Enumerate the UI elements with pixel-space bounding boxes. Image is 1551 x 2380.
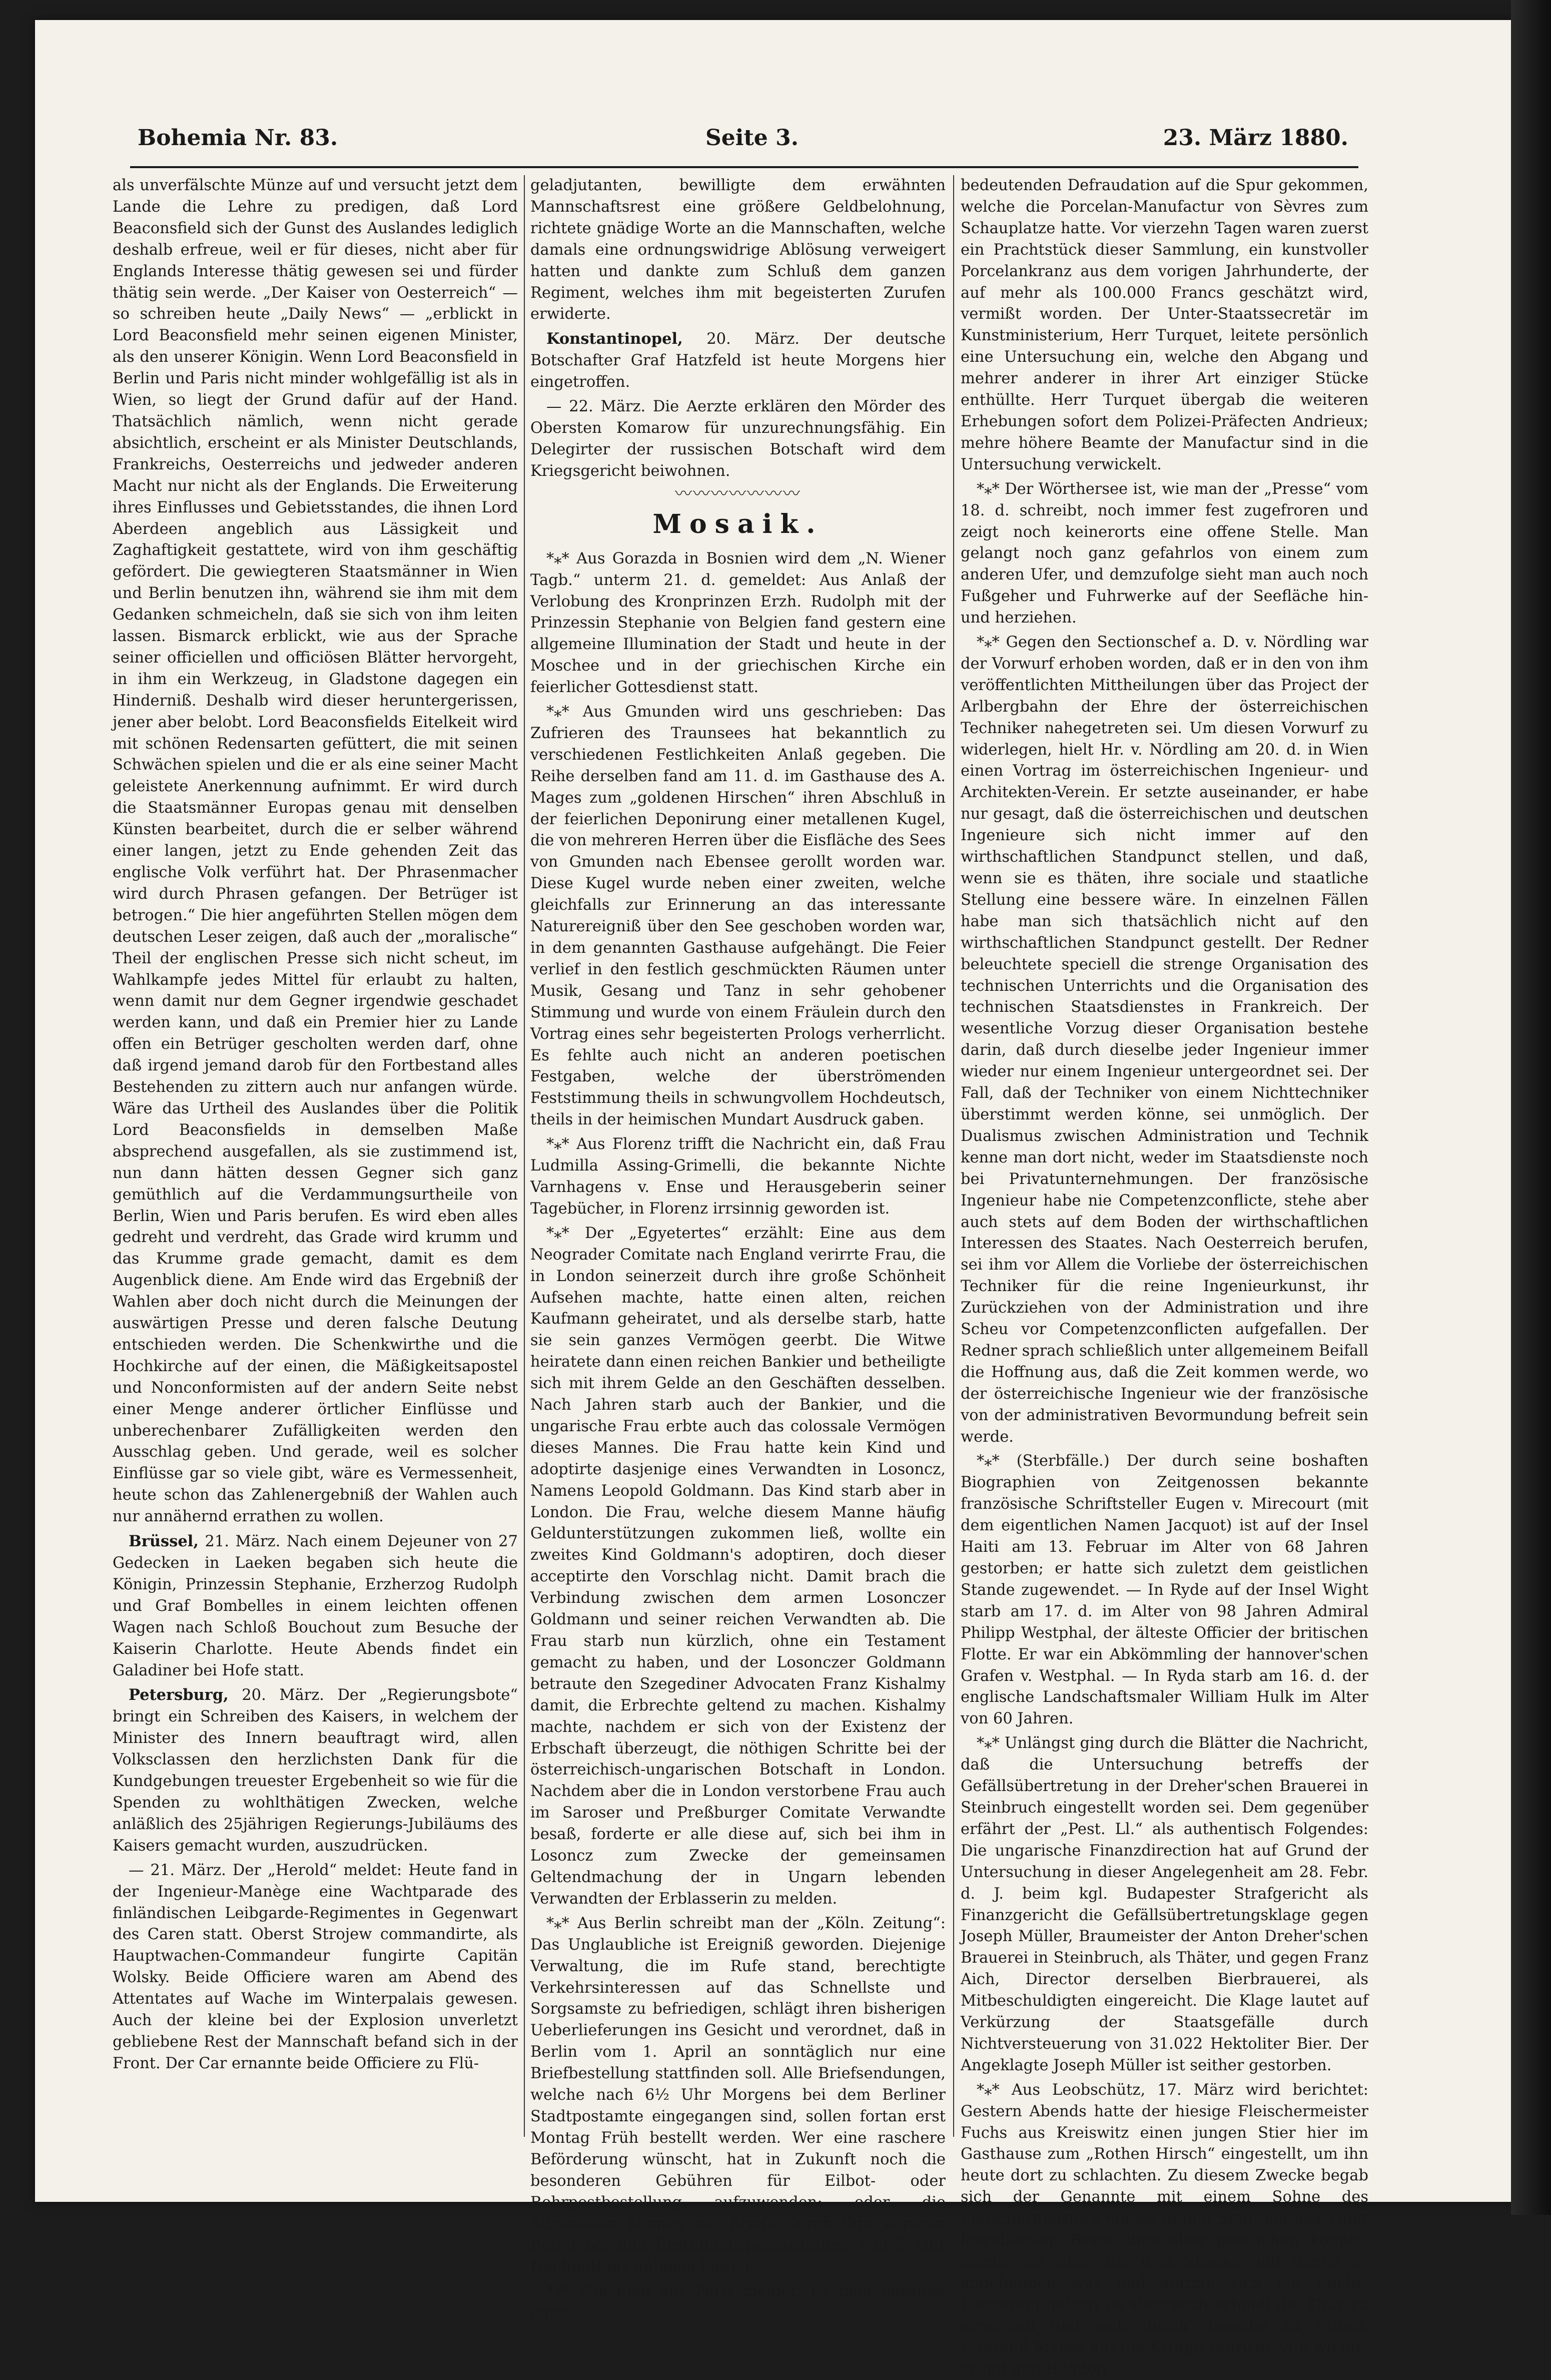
column-3 [961, 175, 1368, 2378]
column-1 [113, 175, 518, 2137]
news-text: 20. März. Der deutsche Botschafter Graf Hatzfeld ist heute Morgens hier eingetroffen. [530, 330, 946, 391]
news-item-petersburg [113, 1684, 518, 1857]
mosaik-item: *⁎* Gegen den Sectionschef a. D. v. Nördling war der Vorwurf erhoben worden, daß er in den von ihm veröffentlichten Mittheilungen über das Project der Arlbergbahn der Ehre der österreichischen Techniker nahegetreten sei. Um diesen Vorwurf zu widerlegen, hielt Hr. v. Nördling am 20. d. in Wien einen Vortrag im österreichischen Ingenieur- und Architekten-Verein. Er setzte auseinander, er habe nur gesagt, daß die österreichischen und deutschen Ingenieure sich nicht immer auf den wirthschaftlichen Standpunct stellen, und daß, wenn sie es thäten, ihre sociale und staatliche Stellung eine bessere wäre. In einzelnen Fällen habe man sich thatsächlich nicht auf den wirthschaftlichen Standpunct gestellt. Der Redner beleuchtete speciell die strenge Organisation des technischen Unterrichts und die Organisation des technischen Staatsdienstes in Frankreich. Der wesentliche Vorzug dieser Organisation bestehe darin, daß durch dieselbe jeder Ingenieur immer wieder nur einem Ingenieur untergeordnet sei. Der Fall, daß der Techniker von einem Nichttechniker überstimmt werden könne, sei unmöglich. Der Dualismus zwischen Administration und Technik kenne man dort nicht, weder im Staatsdienste noch bei Privatunternehmungen. Der französische Ingenieur habe nie Competenzconflicte, stehe aber auch stets auf dem Boden der wirthschaftlichen Interessen des Staates. Nach Oesterreich berufen, sei ihm vor Allem die Vorliebe der österreichischen Techniker für die reine Ingenieurkunst, ihr Zurückziehen von der Administration und ihre Scheu vor Competenzconflicten aufgefallen. Der Redner sprach schließlich unter allgemeinem Beifall die Hoffnung aus, daß die Zeit kommen werde, wo der österreichische Ingenieur wie der französische von der administrativen Bevormundung befreit sein werde. [961, 634, 1368, 1446]
news-text: 21. März. Nach einem Dejeuner von 27 Gedecken in Laeken begaben sich heute die Königin, Prinzessin Stephanie, Erzherzog Rudolph und Graf Bombelles in einem leichten offenen Wagen nach Schloß Bouchout zum Besuche der Kaiserin Charlotte. Heute Abends findet ein Galadiner bei Hofe statt. [113, 1533, 518, 1679]
news-item-bruessel [113, 1531, 518, 1681]
mosaik-item: *⁎* Der Wörthersee ist, wie man der „Presse“ vom 18. d. schreibt, noch immer fest zugefroren und zeigt noch keinerorts eine offene Stelle. Man gelangt noch ganz gefahrlos von einem zum anderen Ufer, und demzufolge sieht man auch noch Fußgeher und Fuhrwerke auf der Seefläche hin- und herziehen. [961, 480, 1368, 627]
mosaik-item: *⁎* Aus Gmunden wird uns geschrieben: Das Zufrieren des Traunsees hat bekanntlich zu verschiedenen Festlichkeiten Anlaß gegeben. Die Reihe derselben fand am 11. d. im Gasthause des A. Mages zum „goldenen Hirschen“ ihren Abschluß in der feierlichen Deponirung einer metallenen Kugel, die von mehreren Herren über die Eisfläche des Sees von Gmunden nach Ebensee gerollt worden war. Diese Kugel wurde neben einer zweiten, welche gleichfalls zur Erinnerung an das interessante Naturereigniß über den See geschoben worden war, in dem genannten Gasthause aufgehängt. Die Feier verlief in den festlich geschmückten Räumen unter Musik, Gesang und Tanz in sehr gehobener Stimmung und wurde von einem Fräulein durch den Vortrag eines sehr begeisterten Prologs verherrlicht. Es fehlte auch nicht an anderen poetischen Festgaben, welche der überströmenden Feststimmung theils in schwungvollem Hochdeutsch, theils in der heimischen Mundart Ausdruck gaben. [530, 703, 946, 1129]
mosaik-item: *⁎* Der „Egyetertes“ erzählt: Eine aus dem Neograder Comitate nach England verirrte Frau, die in London seinerzeit durch ihre große Schönheit Aufsehen machte, hatte einen alten, reichen Kaufmann geheiratet, und als derselbe starb, hatte sie sein ganzes Vermögen geerbt. Die Witwe heiratete dann einen reichen Bankier und betheiligte sich mit ihrem Gelde an den Geschäften desselben. Nach Jahren starb auch der Bankier, und die ungarische Frau erbte auch das colossale Vermögen dieses Mannes. Die Frau hatte kein Kind und adoptirte dasjenige eines Verwandten in Losoncz, Namens Leopold Goldmann. Das Kind starb aber in London. Die Frau, welche diesem Manne häufig Geldunterstützungen zukommen ließ, wollte ein zweites Kind Goldmann's adoptiren, doch dieser acceptirte den Vorschlag nicht. Damit brach die Verbindung zwischen dem armen Losonczer Goldmann und seiner reichen Verwandten ab. Die Frau starb nun kürzlich, ohne ein Testament gemacht zu haben, und der Losonczer Goldmann betraute den Szegediner Advocaten Franz Kishalmy damit, die Erbrechte geltend zu machen. Kishalmy machte, nachdem er sich von der Existenz der Erbschaft überzeugt, die nöthigen Schritte bei der österreichisch-ungarischen Botschaft in London. Nachdem aber die in London verstorbene Frau auch im Saroser und Preßburger Comitate Verwandte besaß, forderte er alle diese auf, sich bei ihm in Losoncz zum Zwecke der gemeinsamen Geltendmachung der in Ungarn lebenden Verwandten der Erblasserin zu melden. [530, 1224, 946, 1908]
mosaik-item: *⁎* Aus Gorazda in Bosnien wird dem „N. Wiener Tagb.“ unterm 21. d. gemeldet: Aus Anlaß der Verlobung des Kronprinzen Erzh. Rudolph mit der Prinzessin Stephanie von Belgien fand gestern eine allgemeine Illumination der Stadt und heute in der Moschee und in der griechischen Kirche ein feierlicher Gottesdienst statt. [530, 549, 946, 697]
mosaik-item-continued: bedeutenden Defraudation auf die Spur gekommen, welche die Porcelan-Manufactur von Sèvres zum Schauplatze hatte. Vor vierzehn Tagen waren zuerst ein Prachtstück dieser Sammlung, ein kunstvoller Porcelankranz aus dem vorigen Jahrhunderte, der auf mehr als 100.000 Francs geschätzt wird, vermißt worden. Der Unter-Staatssecretär im Kunstministerium, Herr Turquet, leitete persönlich eine Untersuchung ein, welche den Abgang und mehrer anderer in ihrer Art einziger Stücke enthüllte. Herr Turquet übergab die weiteren Erhebungen sofort dem Polizei-Präfecten Andrieux; mehre höhere Beamte der Manufactur sind in die Untersuchung verwickelt. [961, 177, 1368, 473]
dateline-place: Petersburg, [129, 1686, 229, 1704]
issue-date: 23. März 1880. [1163, 125, 1348, 151]
page-binding-edge [1511, 0, 1551, 2215]
news-item-petersburg-followup: — 21. März. Der „Herold“ meldet: Heute fand in der Ingenieur-Manège eine Wachtparade des finländischen Leibgarde-Regimentes in Gegenwart des Caren statt. Oberst Strojew commandirte, als Hauptwachen-Commandeur fungirte Capitän Wolsky. Beide Officiere waren am Abend des Attentates auf Wache im Winterpalais gewesen. Auch der kleine bei der Explosion unverletzt gebliebene Rest der Mannschaft befand sich in der Front. Der Car ernannte beide Officiere zu Flü- [113, 1861, 518, 2072]
page-number: Seite 3. [705, 125, 799, 151]
column-divider [953, 175, 954, 2137]
dateline-place: Brüssel, [129, 1532, 199, 1551]
article-text: geladjutanten, bewilligte dem erwähnten Mannschaftsrest eine größere Geldbelohnung, richtete gnädige Worte an die Mannschaften, welche damals eine ordnungswidrige Ablösung verweigert hatten und dankte zum Schluß dem ganzen Regiment, welches ihm mit begeisterten Zurufen erwiderte. [530, 177, 946, 323]
header-rule [130, 166, 1358, 168]
news-item-konstantinopel [530, 328, 946, 393]
article-text: als unverfälschte Münze auf und versucht jetzt dem Lande die Lehre zu predigen, daß Lord Beaconsfield sich der Gunst des Auslandes lediglich deshalb erfreue, weil er für dieses, nicht aber für Englands Interesse thätig gewesen sei und fürder thätig sein werde. „Der Kaiser von Oesterreich“ — so schreiben heute „Daily News“ — „erblickt in Lord Beaconsfield mehr seinen eigenen Minister, als den unserer Königin. Wenn Lord Beaconsfield in Berlin und Paris nicht minder wohlgefällig ist als in Wien, so liegt der Grund dafür auf der Hand. Thatsächlich nämlich, wenn nicht gerade absichtlich, erscheint er als Minister Deutschlands, Frankreichs, Oesterreichs und jedweder anderen Macht nur nicht als der Englands. Die Erweiterung ihres Einflusses und Gebietsstandes, die ihnen Lord Aberdeen angeblich aus Lässigkeit und Zaghaftigkeit gestattete, wird von ihm geschäftig gefördert. Die gewiegteren Staatsmänner in Wien und Berlin benutzen ihn, während sie ihm mit dem Gedanken schmeicheln, daß sie sich von ihm leiten lassen. Bismarck erblickt, wie aus der Sprache seiner officiellen und officiösen Blätter hervorgeht, in ihm ein Werkzeug, in Gladstone dagegen ein Hinderniß. Deshalb wird dieser heruntergerissen, jener aber belobt. Lord Beaconsfields Eitelkeit wird mit schönen Redensarten gefüttert, die mit seinen Schwächen spielen und die er als eine seiner Macht geleistete Anerkennung aufnimmt. Er wird durch die Staatsmänner Europas genau mit denselben Künsten bearbeitet, durch die er selber während einer langen, jetzt zu Ende gehenden Zeit das englische Volk verführt hat. Der Phrasenmacher wird durch Phrasen gefangen. Der Betrüger ist betrogen.“ Die hier angeführten Stellen mögen dem deutschen Leser zeigen, daß auch der „moralische“ Theil der englischen Presse sich nicht scheut, im Wahlkampfe jedes Mittel für erlaubt zu halten, wenn damit nur dem Gegner irgendwie geschadet werden kann, und daß ein Premier hier zu Lande offen ein Betrüger gescholten werden darf, ohne daß irgend jemand darob für den Fortbestand alles Bestehenden zu zittern auch nur anfangen würde. Wäre das Urtheil des Auslandes über die Politik Lord Beaconsfields in demselben Maße absprechend ausgefallen, als sie zustimmend ist, nun dann hätten dessen Gegner sich ganz gemüthlich auf die Verdammungsurtheile von Berlin, Wien und Paris berufen. Es wird eben alles gedreht und verdreht, das Grade wird krumm und das Krumme grade gemacht, damit es dem Augenblick diene. Am Ende wird das Ergebniß der Wahlen aber doch nicht durch die Meinungen der auswärtigen Presse und deren falsche Deutung entschieden werden. Die Schenkwirthe und die Hochkirche auf der einen, die Mäßigkeitsapostel und Nonconformisten auf der andern Seite nebst einer Menge anderer örtlicher Einflüsse und unberechenbarer Zufälligkeiten werden den Ausschlag geben. Und gerade, weil es solcher Einflüsse gar so viele gibt, wäre es Vermessenheit, heute schon das Zahlenergebniß der Wahlen auch nur annähernd errathen zu wollen. [113, 177, 518, 1526]
mosaik-item: *⁎* Aus Florenz trifft die Nachricht ein, daß Frau Ludmilla Assing-Grimelli, die bekannte Nichte Varnhagens v. Ense und Herausgeberin seiner Tagebücher, in Florenz irrsinnig geworden ist. [530, 1135, 946, 1218]
wavy-divider: 〰〰〰〰〰〰〰 [675, 483, 801, 504]
section-heading-mosaik: Mosaik. [652, 508, 824, 539]
dateline-place: Konstantinopel, [546, 330, 683, 348]
mosaik-item: *⁎* Aus Berlin schreibt man der „Köln. Zeitung“: Das Unglaubliche ist Ereigniß geworden. Diejenige Verwaltung, die im Rufe stand, berechtigte Verkehrsinteressen auf das Schnellste und Sorgsamste zu befriedigen, schlägt ihren bisherigen Ueberlieferungen ins Gesicht und verordnet, daß in Berlin vom 1. April an sonntäglich nur eine Briefbestellung stattfinden soll. Alle Briefsendungen, welche nach 6½ Uhr Morgens bei dem Berliner Stadtpostamte eingegangen sind, sollen fortan erst Montag Früh bestellt werden. Wer eine raschere Beförderung wünscht, hat in Zukunft noch die besonderen Gebühren für Eilbot- oder Rohrpostbestellung aufzuwenden; oder die Adressaten können die Briefe durch ihre eigenen Boten bei den Bestellungspostanstalten von 5 Uhr Nachmittags abholen lassen. [530, 1914, 946, 2276]
news-text: 20. März. Der „Regierungsbote“ bringt ein Schreiben des Kaisers, in welchem der Minister des Innern beauftragt wird, allen Volksclassen den herzlichsten Dank für die Kundgebungen treuester Ergebenheit so wie für die Spenden zu wohlthätigen Zwecken, welche anläßlich des 25jährigen Regierungs-Jubiläums des Kaisers gemacht wurden, auszudrücken. [113, 1686, 518, 1855]
column-divider [524, 175, 525, 2137]
news-item-konstantinopel-followup: — 22. März. Die Aerzte erklären den Mörder des Obersten Komarow für unzurechnungsfähig. Ein Delegirter der russischen Botschaft wird dem Kriegsgericht beiwohnen. [530, 398, 946, 480]
masthead-issue: Bohemia Nr. 83. [138, 125, 338, 151]
mosaik-item: *⁎* Unlängst ging durch die Blätter die Nachricht, daß die Untersuchung betreffs der Gefällsübertretung in der Dreher'schen Brauerei in Steinbruch eingestellt worden sei. Dem gegenüber erfährt der „Pest. Ll.“ als authentisch Folgendes: Die ungarische Finanzdirection hat auf Grund der Untersuchung in dieser Angelegenheit am 28. Febr. d. J. beim kgl. Budapester Strafgericht als Finanzgericht die Gefällsübertretungsklage gegen Joseph Müller, Braumeister der Anton Dreher'schen Brauerei in Steinbruch, als Thäter, und gegen Franz Aich, Director derselben Bierbrauerei, als Mitbeschuldigten eingereicht. Die Klage lautet auf Verkürzung der Staatsgefälle durch Nichtversteuerung von 31.022 Hektoliter Bier. Der Angeklagte Joseph Müller ist seither gestorben. [961, 1734, 1368, 2074]
mosaik-item: *⁎* (Sterbfälle.) Der durch seine boshaften Biographien von Zeitgenossen bekannte französische Schriftsteller Eugen v. Mirecourt (mit dem eigentlichen Namen Jacquot) ist auf der Insel Haiti am 13. Februar im Alter von 68 Jahren gestorben; er hatte sich zuletzt dem geistlichen Stande zugewendet. — In Ryde auf der Insel Wight starb am 17. d. im Alter von 98 Jahren Admiral Philipp Westphal, der älteste Officier der britischen Flotte. Er war ein Abkömmling der hannover'schen Grafen v. Westphal. — In Ryda starb am 16. d. der englische Landschaftsmaler William Hulk im Alter von 60 Jahren. [961, 1452, 1368, 1728]
mosaik-item: *⁎* Aus Leobschütz, 17. März wird berichtet: Gestern Abends hatte der hiesige Fleischermeister Fuchs aus Kreiswitz einen jungen Stier hier im Gasthause zum „Rothen Hirsch“ eingestellt, um ihn heute dort zu schlachten. Zu diesem Zwecke begab sich der Genannte mit einem Sohne des Fleischermeisters Maase in den Stall, um das Thier loszubinden. Bevor dies aber geschehen konnte, zerriß der Stier die drei Stricke, mit denen er angebunden war und stürzte sich auf Fuchs; Letzterem gelang es aber noch schnell die Thür zu erreichen und sich durch dieselbe zu retten, während Maase auf die Krippe retirirte, von wo aus er mit den Händen [961, 2081, 1368, 2378]
mosaik-item: *⁎* Wie man aus Paris meldet, ist man daselbst einer [530, 2282, 946, 2322]
column-2 [530, 175, 946, 2322]
